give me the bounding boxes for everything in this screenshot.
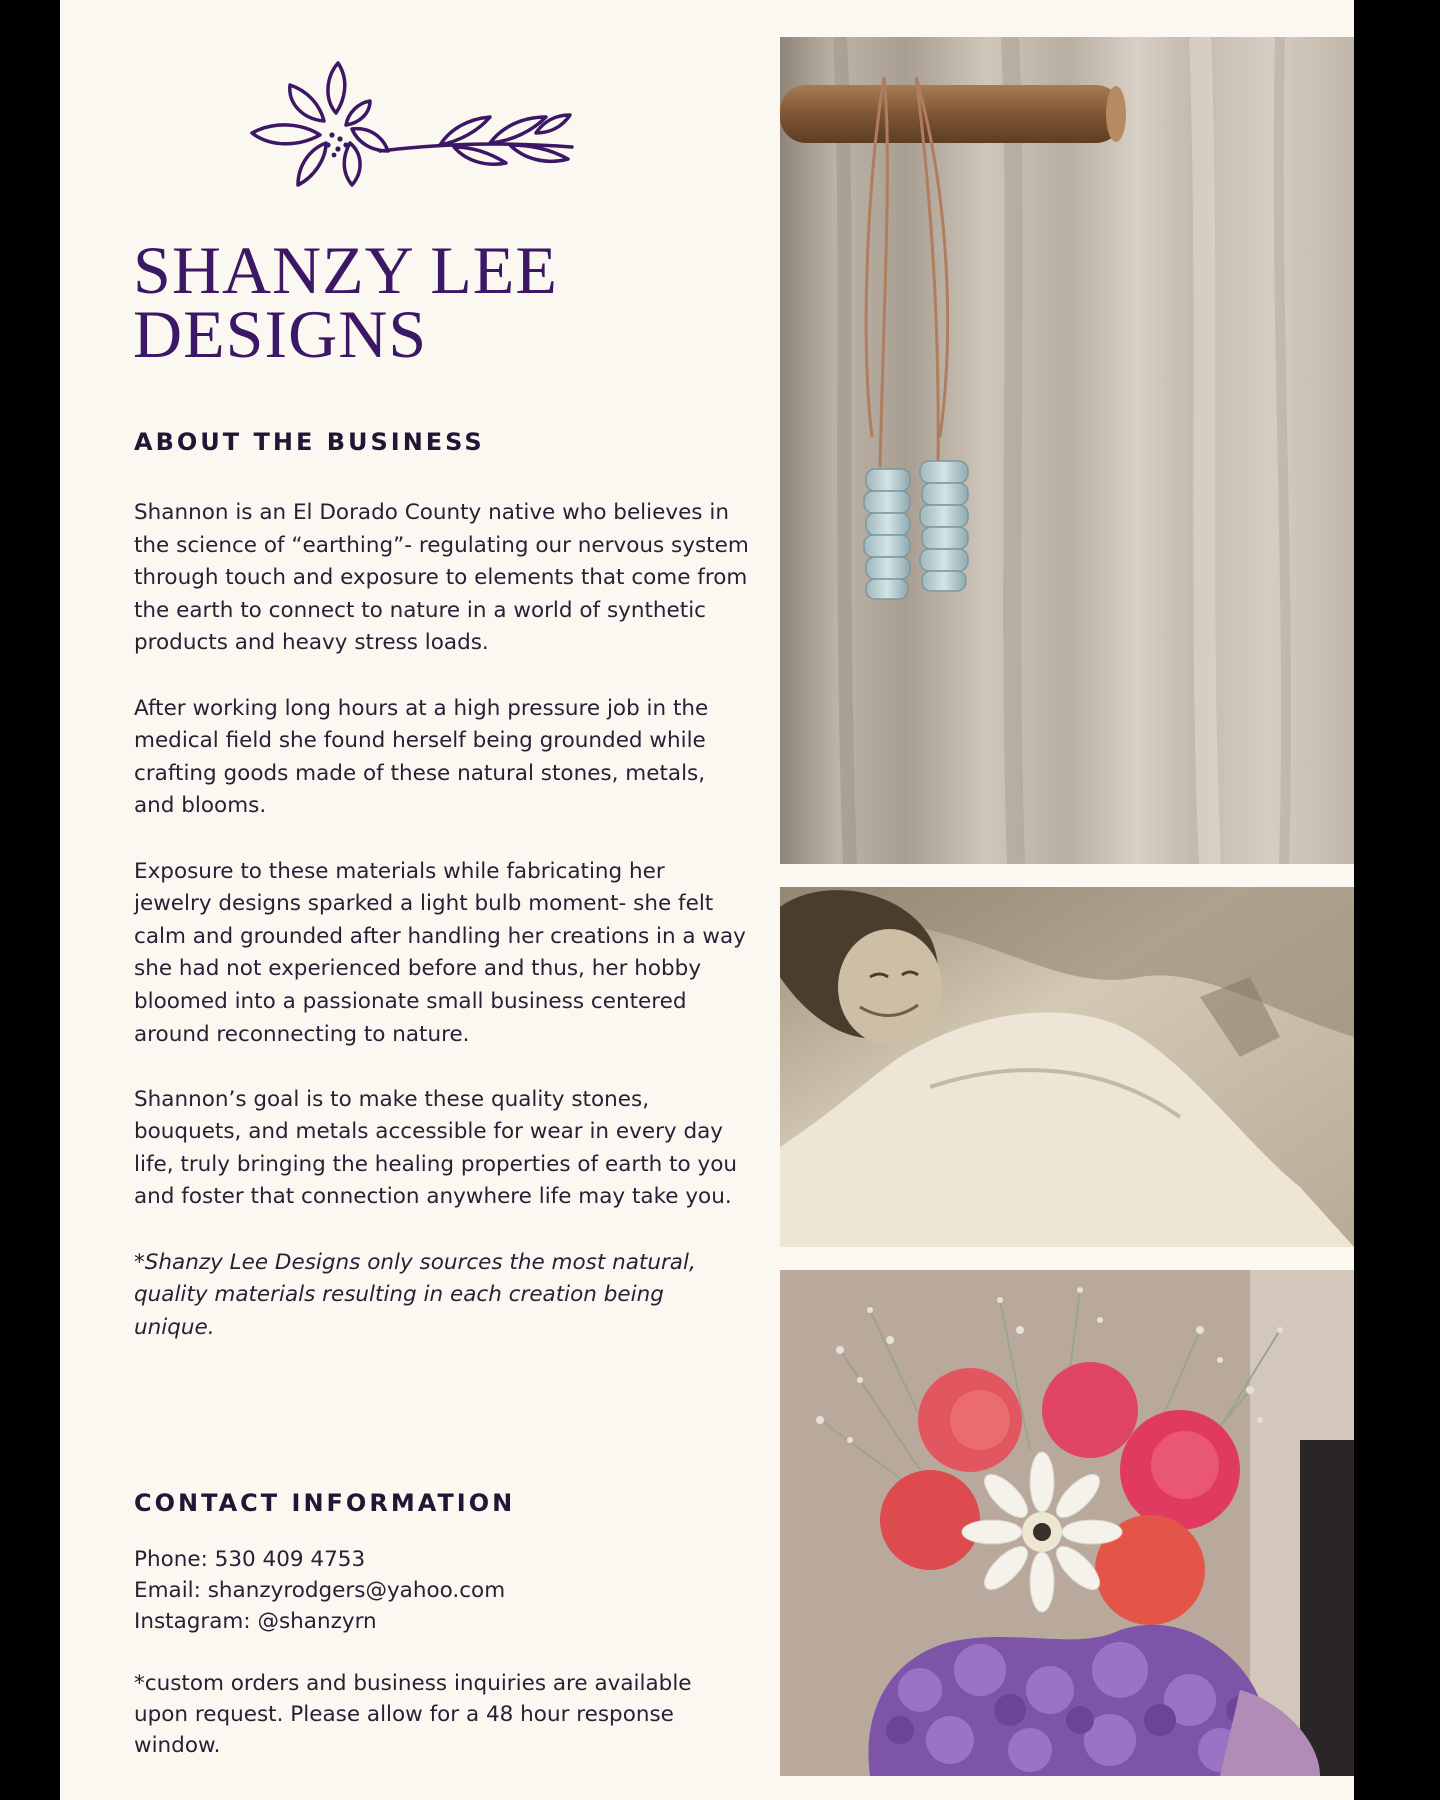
about-heading: ABOUT THE BUSINESS (134, 428, 485, 456)
brand-line-2: DESIGNS (133, 296, 428, 372)
flower-branch-icon (240, 55, 580, 235)
contact-email: Email: shanzyrodgers@yahoo.com (134, 1578, 506, 1603)
portrait-photo (780, 887, 1354, 1247)
brand-title (133, 232, 558, 372)
about-paragraph-4: Shannon’s goal is to make these quality stones, bouquets, and metals accessible for wear in every day life, truly bringing the healing properties of earth to you and foster that connection anywhere life may take you. (134, 1086, 738, 1210)
bouquet-photo (780, 1270, 1354, 1776)
earrings-photo (780, 37, 1354, 864)
about-paragraph-1: Shannon is an El Dorado County native who believes in the science of “earthing”- regulating our nervous system through touch and exposure to elements that come from the earth to connect to nature in a world of synthetic products and heavy stress loads. (134, 500, 749, 656)
contact-instagram: Instagram: @shanzyrn (134, 1609, 377, 1634)
flyer-page (60, 0, 1354, 1800)
sourcing-note: *Shanzy Lee Designs only sources the most natural, quality materials resulting in each creation being unique. (134, 1249, 696, 1340)
custom-orders-note: *custom orders and business inquiries are available upon request. Please allow for a 48 hour response window. (134, 1671, 692, 1758)
about-body (134, 497, 749, 1377)
about-paragraph-3: Exposure to these materials while fabricating her jewelry designs sparked a light bulb moment- she felt calm and grounded after handling her creations in a way she had not experienced before and thus, her hobby bloomed into a passionate small business centered around reconnecting to nature. (134, 858, 746, 1047)
brand-line-1: SHANZY LEE (133, 232, 558, 308)
contact-heading: CONTACT INFORMATION (134, 1489, 516, 1517)
contact-info (134, 1544, 749, 1761)
contact-phone: Phone: 530 409 4753 (134, 1547, 366, 1572)
about-paragraph-2: After working long hours at a high pressure job in the medical field she found herself being grounded while crafting goods made of these natural stones, metals, and blooms. (134, 695, 709, 819)
